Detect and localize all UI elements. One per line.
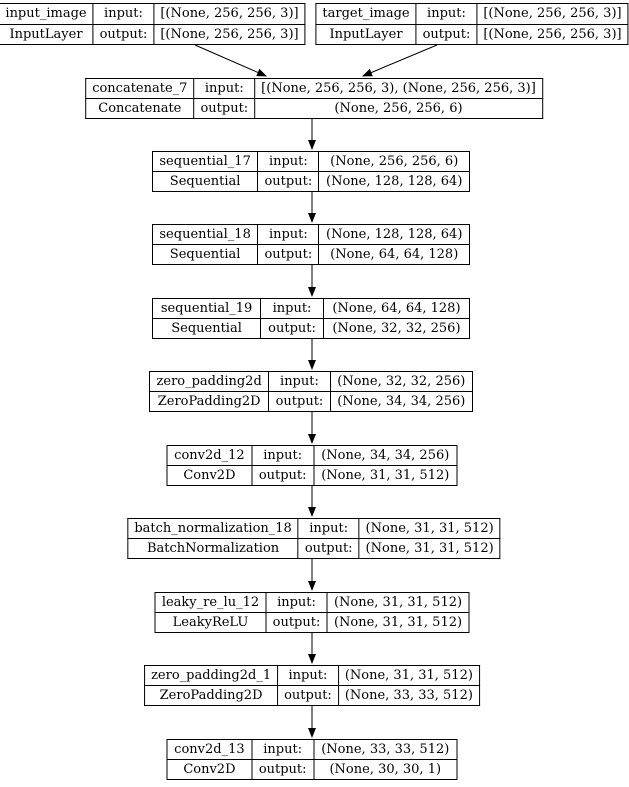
layer-node-conv2d_13 bbox=[167, 739, 458, 780]
input-label: input: bbox=[261, 299, 324, 319]
edge-arrow-input_image-to-concatenate_7 bbox=[195, 45, 266, 76]
layer-row-input bbox=[316, 4, 628, 25]
output-label: output: bbox=[261, 319, 324, 339]
layer-row-output bbox=[0, 24, 305, 45]
layer-node-target_image bbox=[315, 3, 628, 45]
output-shape: (None, 34, 34, 256) bbox=[330, 392, 472, 412]
output-shape: (None, 33, 33, 512) bbox=[338, 686, 479, 706]
edge-arrow-target_image-to-concatenate_7 bbox=[363, 45, 437, 76]
output-shape: [(None, 256, 256, 3)] bbox=[477, 24, 628, 45]
input-shape: (None, 32, 32, 256) bbox=[330, 372, 472, 392]
layer-node-leaky_re_lu_12 bbox=[155, 592, 470, 633]
layer-node-input_image bbox=[0, 3, 306, 45]
output-label: output: bbox=[416, 24, 477, 45]
layer-name: target_image bbox=[316, 4, 416, 25]
output-shape: (None, 31, 31, 512) bbox=[359, 539, 500, 559]
layer-row-output bbox=[153, 319, 470, 339]
layer-row-input bbox=[153, 152, 470, 172]
layer-node-concatenate_7 bbox=[85, 78, 543, 119]
output-label: output: bbox=[252, 760, 314, 780]
layer-name: conv2d_12 bbox=[167, 446, 252, 466]
output-shape: [(None, 256, 256, 3)] bbox=[154, 24, 305, 45]
layer-type: Conv2D bbox=[167, 466, 252, 486]
input-shape: [(None, 256, 256, 3)] bbox=[154, 4, 305, 25]
layer-node-zero_padding2d bbox=[149, 371, 473, 412]
layer-node-sequential_17 bbox=[152, 151, 470, 192]
input-label: input: bbox=[252, 740, 314, 760]
input-shape: (None, 31, 31, 512) bbox=[327, 593, 469, 613]
input-shape: [(None, 256, 256, 3)] bbox=[477, 4, 628, 25]
layer-row-input bbox=[155, 593, 469, 613]
layer-type: InputLayer bbox=[0, 24, 93, 45]
layer-row-input bbox=[167, 740, 457, 760]
layer-row-output bbox=[316, 24, 628, 45]
layer-row-input bbox=[86, 79, 543, 99]
input-label: input: bbox=[252, 446, 314, 466]
layer-row-output bbox=[167, 466, 457, 486]
layer-row-input bbox=[153, 299, 470, 319]
output-label: output: bbox=[266, 613, 327, 633]
output-label: output: bbox=[194, 99, 255, 119]
input-shape: (None, 34, 34, 256) bbox=[314, 446, 457, 466]
input-shape: (None, 128, 128, 64) bbox=[319, 225, 470, 245]
input-label: input: bbox=[258, 225, 319, 245]
input-shape: (None, 256, 256, 6) bbox=[319, 152, 470, 172]
layer-name: input_image bbox=[0, 4, 93, 25]
output-label: output: bbox=[258, 172, 319, 192]
layer-name: sequential_17 bbox=[153, 152, 258, 172]
layer-type: Sequential bbox=[153, 245, 258, 265]
layer-row-input bbox=[153, 225, 470, 245]
input-label: input: bbox=[298, 519, 359, 539]
layer-type: BatchNormalization bbox=[128, 539, 298, 559]
layer-node-conv2d_12 bbox=[167, 445, 458, 486]
layer-name: concatenate_7 bbox=[86, 79, 194, 99]
layer-row-input bbox=[145, 666, 480, 686]
layer-node-batch_normalization_18 bbox=[127, 518, 500, 559]
input-label: input: bbox=[258, 152, 319, 172]
input-label: input: bbox=[93, 4, 154, 25]
output-shape: (None, 31, 31, 512) bbox=[327, 613, 469, 633]
output-label: output: bbox=[278, 686, 339, 706]
input-shape: (None, 64, 64, 128) bbox=[323, 299, 469, 319]
layer-type: Concatenate bbox=[86, 99, 194, 119]
layer-row-output bbox=[153, 172, 470, 192]
layer-row-output bbox=[167, 760, 457, 780]
layer-row-input bbox=[150, 372, 473, 392]
layer-type: InputLayer bbox=[316, 24, 416, 45]
layer-type: Sequential bbox=[153, 319, 261, 339]
input-shape: (None, 33, 33, 512) bbox=[314, 740, 457, 760]
output-shape: (None, 64, 64, 128) bbox=[319, 245, 470, 265]
layer-name: batch_normalization_18 bbox=[128, 519, 298, 539]
layer-name: sequential_18 bbox=[153, 225, 258, 245]
layer-node-sequential_19 bbox=[152, 298, 470, 339]
layer-row-input bbox=[167, 446, 457, 466]
output-shape: (None, 31, 31, 512) bbox=[314, 466, 457, 486]
output-label: output: bbox=[93, 24, 154, 45]
output-shape: (None, 30, 30, 1) bbox=[314, 760, 457, 780]
output-shape: (None, 32, 32, 256) bbox=[323, 319, 469, 339]
output-label: output: bbox=[258, 245, 319, 265]
layer-row-output bbox=[153, 245, 470, 265]
layer-node-zero_padding2d_1 bbox=[144, 665, 480, 706]
layer-row-output bbox=[145, 686, 480, 706]
input-shape: (None, 31, 31, 512) bbox=[359, 519, 500, 539]
layer-name: conv2d_13 bbox=[167, 740, 252, 760]
output-label: output: bbox=[269, 392, 330, 412]
input-shape: [(None, 256, 256, 3), (None, 256, 256, 3)] bbox=[255, 79, 543, 99]
output-shape: (None, 256, 256, 6) bbox=[255, 99, 543, 119]
input-label: input: bbox=[278, 666, 339, 686]
layer-row-input bbox=[0, 4, 305, 25]
layer-row-output bbox=[86, 99, 543, 119]
layer-type: Sequential bbox=[153, 172, 258, 192]
layer-name: sequential_19 bbox=[153, 299, 261, 319]
layer-type: LeakyReLU bbox=[155, 613, 266, 633]
layer-row-output bbox=[155, 613, 469, 633]
output-label: output: bbox=[298, 539, 359, 559]
layer-type: ZeroPadding2D bbox=[150, 392, 269, 412]
layer-row-input bbox=[128, 519, 500, 539]
layer-row-output bbox=[150, 392, 473, 412]
input-label: input: bbox=[266, 593, 327, 613]
layer-name: zero_padding2d bbox=[150, 372, 269, 392]
layer-name: leaky_re_lu_12 bbox=[155, 593, 266, 613]
input-label: input: bbox=[416, 4, 477, 25]
layer-row-output bbox=[128, 539, 500, 559]
layer-node-sequential_18 bbox=[152, 224, 470, 265]
layer-type: ZeroPadding2D bbox=[145, 686, 278, 706]
input-label: input: bbox=[269, 372, 330, 392]
layer-name: zero_padding2d_1 bbox=[145, 666, 278, 686]
input-label: input: bbox=[194, 79, 255, 99]
input-shape: (None, 31, 31, 512) bbox=[338, 666, 479, 686]
layer-type: Conv2D bbox=[167, 760, 252, 780]
output-shape: (None, 128, 128, 64) bbox=[319, 172, 470, 192]
output-label: output: bbox=[252, 466, 314, 486]
